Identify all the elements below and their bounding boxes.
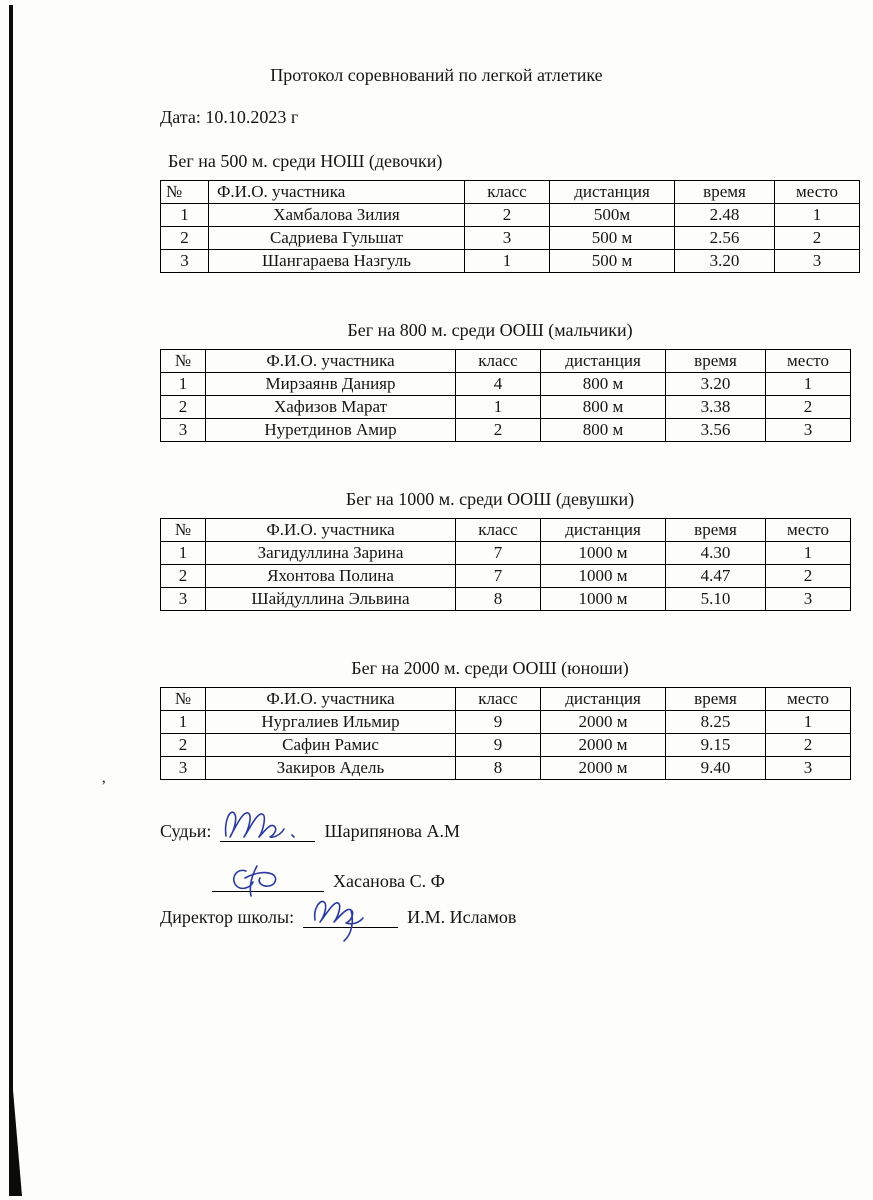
cell-time: 2.56	[675, 227, 775, 250]
cell-num: 3	[161, 588, 206, 611]
cell-name: Шайдуллина Эльвина	[206, 588, 456, 611]
column-header-dist: дистанция	[550, 181, 675, 204]
table-row	[161, 542, 851, 565]
signature-stroke	[315, 901, 363, 941]
column-header-time: время	[675, 181, 775, 204]
table-row	[161, 757, 851, 780]
cell-name: Хафизов Марат	[206, 396, 456, 419]
cell-name: Мирзаянв Данияр	[206, 373, 456, 396]
column-header-time: время	[666, 350, 766, 373]
column-header-num: №	[161, 181, 209, 204]
cell-place: 1	[766, 373, 851, 396]
column-header-num: №	[161, 350, 206, 373]
results-table-2000m	[160, 687, 851, 780]
signature-line-director	[303, 907, 398, 928]
cell-time: 3.20	[675, 250, 775, 273]
header-row	[161, 350, 851, 373]
cell-num: 3	[161, 419, 206, 442]
column-header-class: класс	[456, 350, 541, 373]
scan-edge-artifact	[9, 5, 13, 1193]
cell-name: Нургалиев Ильмир	[206, 711, 456, 734]
column-header-time: время	[666, 519, 766, 542]
signatures-block	[160, 818, 820, 928]
cell-num: 3	[161, 250, 209, 273]
header-row	[161, 181, 860, 204]
column-header-place: место	[766, 350, 851, 373]
cell-num: 2	[161, 396, 206, 419]
cell-dist: 2000 м	[541, 734, 666, 757]
cell-name: Загидуллина Зарина	[206, 542, 456, 565]
cell-time: 5.10	[666, 588, 766, 611]
column-header-num: №	[161, 519, 206, 542]
column-header-name: Ф.И.О. участника	[206, 519, 456, 542]
cell-class: 8	[456, 588, 541, 611]
cell-time: 9.15	[666, 734, 766, 757]
table-row	[161, 588, 851, 611]
table-row	[161, 711, 851, 734]
director-signature-row	[160, 904, 820, 928]
cell-name: Хамбалова Зилия	[209, 204, 465, 227]
cell-dist: 800 м	[541, 396, 666, 419]
cell-time: 3.38	[666, 396, 766, 419]
cell-place: 1	[766, 542, 851, 565]
judge1-name: Шарипянова А.М	[324, 821, 461, 841]
cell-class: 8	[456, 757, 541, 780]
judge2-signature-row	[160, 868, 820, 892]
scan-edge-artifact-bottom	[9, 1090, 22, 1196]
cell-time: 9.40	[666, 757, 766, 780]
document-content	[160, 106, 838, 928]
cell-place: 2	[766, 565, 851, 588]
column-header-place: место	[766, 688, 851, 711]
column-header-place: место	[766, 519, 851, 542]
cell-place: 3	[766, 588, 851, 611]
date-line: Дата: 10.10.2023 г	[160, 107, 299, 127]
cell-num: 1	[161, 711, 206, 734]
header-row	[161, 688, 851, 711]
header-row	[161, 519, 851, 542]
cell-class: 9	[456, 711, 541, 734]
cell-dist: 800 м	[541, 419, 666, 442]
cell-time: 4.47	[666, 565, 766, 588]
judge1-signature-row	[160, 818, 820, 842]
stray-ink-mark: ’	[101, 778, 107, 795]
cell-time: 3.56	[666, 419, 766, 442]
cell-place: 2	[766, 734, 851, 757]
section-heading-800m: Бег на 800 м. среди ООШ (мальчики)	[347, 320, 633, 340]
table-row	[161, 373, 851, 396]
cell-place: 3	[766, 419, 851, 442]
column-header-num: №	[161, 688, 206, 711]
cell-class: 2	[456, 419, 541, 442]
column-header-name: Ф.И.О. участника	[206, 688, 456, 711]
table-row	[161, 227, 860, 250]
cell-class: 2	[465, 204, 550, 227]
cell-name: Садриева Гульшат	[209, 227, 465, 250]
section-heading-2000m: Бег на 2000 м. среди ООШ (юноши)	[351, 658, 629, 678]
cell-dist: 500 м	[550, 250, 675, 273]
cell-num: 2	[161, 734, 206, 757]
column-header-name: Ф.И.О. участника	[209, 181, 465, 204]
judge2-name: Хасанова С. Ф	[333, 871, 445, 891]
signature-stroke	[292, 835, 294, 837]
cell-place: 3	[766, 757, 851, 780]
cell-class: 1	[456, 396, 541, 419]
cell-num: 1	[161, 373, 206, 396]
cell-dist: 1000 м	[541, 588, 666, 611]
cell-dist: 2000 м	[541, 757, 666, 780]
table-row	[161, 396, 851, 419]
cell-class: 3	[465, 227, 550, 250]
column-header-dist: дистанция	[541, 350, 666, 373]
results-table-800m	[160, 349, 851, 442]
table-row	[161, 250, 860, 273]
page-title: Протокол соревнований по легкой атлетике	[270, 65, 603, 85]
judge1-signature-scribble	[218, 802, 306, 848]
table-row	[161, 734, 851, 757]
column-header-dist: дистанция	[541, 688, 666, 711]
signature-stroke	[234, 866, 276, 896]
director-label: Директор школы:	[160, 907, 295, 927]
cell-name: Нуретдинов Амир	[206, 419, 456, 442]
cell-dist: 800 м	[541, 373, 666, 396]
table-row	[161, 565, 851, 588]
cell-time: 2.48	[675, 204, 775, 227]
results-table-500m	[160, 180, 860, 273]
cell-place: 1	[775, 204, 860, 227]
column-header-name: Ф.И.О. участника	[206, 350, 456, 373]
cell-time: 8.25	[666, 711, 766, 734]
cell-num: 2	[161, 565, 206, 588]
cell-time: 3.20	[666, 373, 766, 396]
section-heading-500m: Бег на 500 м. среди НОШ (девочки)	[168, 151, 443, 171]
column-header-dist: дистанция	[541, 519, 666, 542]
cell-dist: 1000 м	[541, 565, 666, 588]
cell-place: 2	[775, 227, 860, 250]
column-header-time: время	[666, 688, 766, 711]
cell-dist: 1000 м	[541, 542, 666, 565]
cell-class: 9	[456, 734, 541, 757]
cell-place: 1	[766, 711, 851, 734]
cell-num: 3	[161, 757, 206, 780]
cell-num: 1	[161, 204, 209, 227]
cell-name: Закиров Адель	[206, 757, 456, 780]
signature-line-judge1	[220, 821, 315, 842]
cell-class: 7	[456, 565, 541, 588]
cell-dist: 2000 м	[541, 711, 666, 734]
cell-class: 7	[456, 542, 541, 565]
cell-num: 1	[161, 542, 206, 565]
cell-class: 1	[465, 250, 550, 273]
column-header-class: класс	[465, 181, 550, 204]
section-heading-1000m: Бег на 1000 м. среди ООШ (девушки)	[345, 489, 635, 509]
judge2-signature-scribble	[224, 858, 286, 900]
column-header-class: класс	[456, 519, 541, 542]
director-name: И.М. Исламов	[407, 907, 517, 927]
cell-class: 4	[456, 373, 541, 396]
results-table-1000m	[160, 518, 851, 611]
cell-name: Яхонтова Полина	[206, 565, 456, 588]
cell-name: Шангараева Назгуль	[209, 250, 465, 273]
cell-dist: 500 м	[550, 227, 675, 250]
cell-time: 4.30	[666, 542, 766, 565]
cell-place: 3	[775, 250, 860, 273]
table-row	[161, 419, 851, 442]
director-signature-scribble	[305, 888, 377, 944]
cell-num: 2	[161, 227, 209, 250]
table-row	[161, 204, 860, 227]
cell-place: 2	[766, 396, 851, 419]
signature-stroke	[226, 812, 284, 837]
cell-dist: 500м	[550, 204, 675, 227]
cell-name: Сафин Рамис	[206, 734, 456, 757]
column-header-place: место	[775, 181, 860, 204]
judges-label: Судьи:	[160, 821, 212, 841]
column-header-class: класс	[456, 688, 541, 711]
